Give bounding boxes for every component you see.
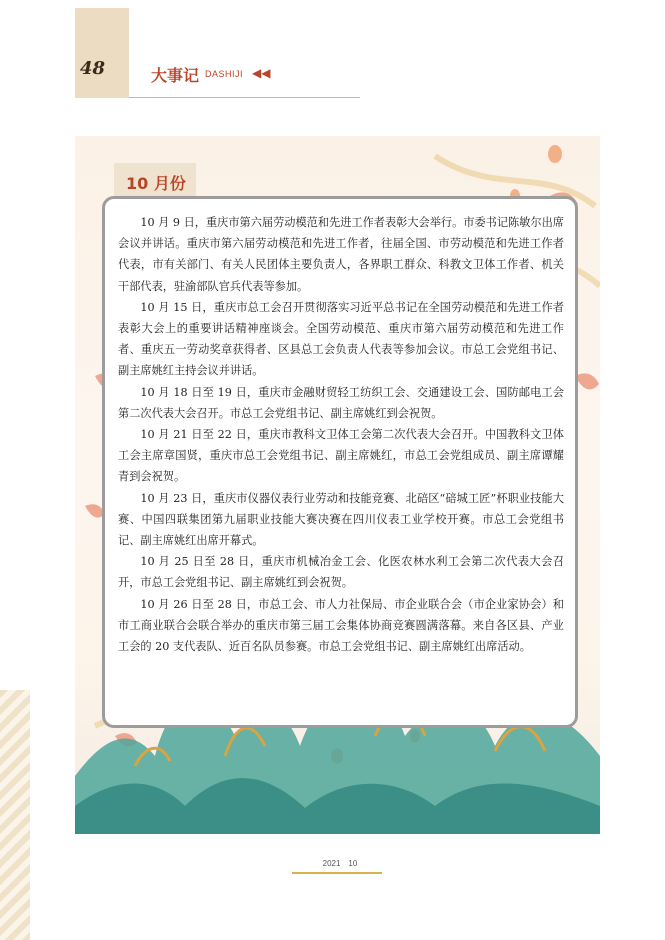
- event-paragraph: 10 月 21 日至 22 日，重庆市教科文卫体工会第二次代表大会召开。中国教科文卫体工会主席章国贤，重庆市总工会党组书记、副主席姚红，市总工会党组成员、副主席谭耀青到会祝贺。: [118, 428, 564, 484]
- double-arrow-left-icon: ◀◀: [252, 66, 271, 80]
- page-number-tab: [75, 8, 129, 98]
- section-title: 大事记: [151, 66, 200, 85]
- left-stripe-decoration: [0, 690, 30, 940]
- footer-rule: [292, 872, 382, 874]
- event-list: [118, 212, 564, 657]
- event-paragraph: 10 月 26 日至 28 日，市总工会、市人力社保局、市企业联合会（市企业家协会）和市工商业联合会联合举办的重庆市第三届工会集体协商竞赛圆满落幕。来自各区县、产业工会的 20 支代表队、近百名队员参赛。市总工会党组书记、副主席姚红出席活动。: [118, 597, 564, 654]
- header-rule: [129, 97, 360, 98]
- event-paragraph: 10 月 9 日，重庆市第六届劳动模范和先进工作者表彰大会举行。市委书记陈敏尔出席会议并讲话。重庆市第六届劳动模范和先进工作者，往届全国、市劳动模范和先进工作者代表，市有关部门、有关人民团体主要负责人，各界职工群众、科教文卫体工作者、机关干部代表，驻渝部队官兵代表等参加。: [118, 216, 564, 293]
- event-paragraph: 10 月 23 日，重庆市仪器仪表行业劳动和技能竞赛、北碚区“碚城工匠”杯职业技能大赛、中国四联集团第九届职业技能大赛决赛在四川仪表工业学校开赛。市总工会党组书记、副主席姚红出席开幕式。: [118, 491, 564, 548]
- section-subtitle: DASHIJI: [205, 69, 244, 79]
- month-label: 10 月份: [126, 174, 186, 193]
- footer-issue-label: 2021 10: [322, 859, 358, 868]
- event-paragraph: 10 月 18 日至 19 日，重庆市金融财贸轻工纺织工会、交通建设工会、国防邮电工会第二次代表大会召开。市总工会党组书记、副主席姚红到会祝贺。: [118, 385, 564, 420]
- event-paragraph: 10 月 25 日至 28 日，重庆市机械冶金工会、化医农林水利工会第二次代表大会召开，市总工会党组书记、副主席姚红到会祝贺。: [118, 555, 564, 590]
- page-number: 48: [80, 58, 106, 79]
- event-paragraph: 10 月 15 日，重庆市总工会召开贯彻落实习近平总书记在全国劳动模范和先进工作者表彰大会上的重要讲话精神座谈会。全国劳动模范、重庆市第六届劳动模范和先进工作者、重庆五一劳动奖章获得者、区县总工会负责人代表等参加会议。市总工会党组书记、副主席姚红主持会议并讲话。: [118, 300, 564, 378]
